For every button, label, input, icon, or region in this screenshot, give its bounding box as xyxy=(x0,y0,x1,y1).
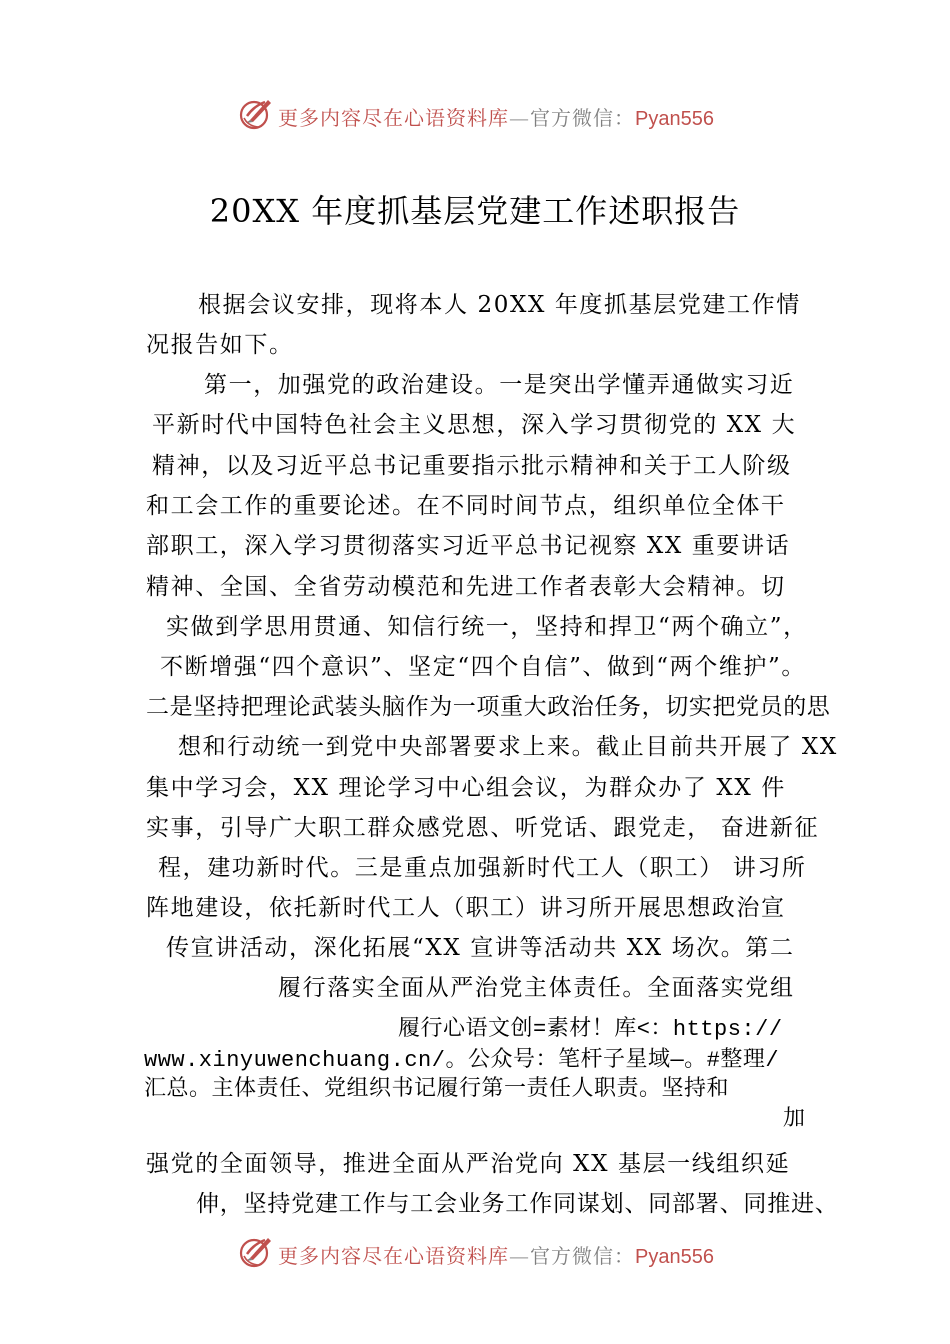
banner-wechat-id: Pyan556 xyxy=(635,108,714,130)
body-line: www.xinyuwenchuang.cn/。公众号：笔杆子星域—。#整理/ xyxy=(144,1048,780,1073)
body-line: 平新时代中国特色社会主义思想，深入学习贯彻党的 XX 大 xyxy=(152,412,797,438)
body-line: 想和行动统一到党中央部署要求上来。截止目前共开展了 XX xyxy=(178,734,838,760)
footer-banner-text xyxy=(278,1240,714,1269)
footer-banner xyxy=(0,1234,950,1274)
header-banner-text xyxy=(278,102,714,131)
banner-separator: — xyxy=(509,106,530,130)
banner-wechat-id: Pyan556 xyxy=(635,1246,714,1268)
body-line: 实做到学思用贯通、知信行统一，坚持和捍卫“两个确立”， xyxy=(166,614,808,640)
pen-logo-icon xyxy=(238,1234,274,1270)
banner-wechat-label: 官方微信： xyxy=(530,1244,635,1268)
body-line: 程，建功新时代。三是重点加强新时代工人（职工） 讲习所 xyxy=(158,855,807,881)
body-line: 不断增强“四个意识”、坚定“四个自信”、做到“两个维护”。 xyxy=(160,654,806,680)
body-line: 履行心语文创=素材！库<：https:// xyxy=(398,1017,783,1042)
pen-logo-icon xyxy=(238,96,274,132)
body-line: 况报告如下。 xyxy=(146,332,294,358)
body-line: 履行落实全面从严治党主体责任。全面落实党组 xyxy=(278,975,795,1001)
body-line: 二是坚持把理论武装头脑作为一项重大政治任务，切实把党员的思 xyxy=(146,694,831,720)
body-line: 阵地建设，依托新时代工人（职工）讲习所开展思想政治宣 xyxy=(146,895,786,921)
body-line: 精神、全国、全省劳动模范和先进工作者表彰大会精神。切 xyxy=(146,574,786,600)
body-line: 实事，引导广大职工群众感党恩、听党话、跟党走， 奋进新征 xyxy=(146,815,820,841)
body-line: 强党的全面领导，推进全面从严治党向 XX 基层一线组织延 xyxy=(146,1151,791,1177)
body-line: 部职工，深入学习贯彻落实习近平总书记视察 XX 重要讲话 xyxy=(146,533,791,559)
banner-slogan: 更多内容尽在心语资料库 xyxy=(278,1244,509,1268)
banner-separator: — xyxy=(509,1244,530,1268)
body-line: 传宣讲活动，深化拓展“XX 宣讲等活动共 XX 场次。第二 xyxy=(166,935,795,961)
body-line: 根据会议安排，现将本人 20XX 年度抓基层党建工作情 xyxy=(198,292,801,318)
body-line: 精神，以及习近平总书记重要指示批示精神和关于工人阶级 xyxy=(152,453,792,479)
banner-wechat-label: 官方微信： xyxy=(530,106,635,130)
document-title: 20XX 年度抓基层党建工作述职报告 xyxy=(209,192,741,230)
header-banner xyxy=(0,96,950,136)
banner-slogan: 更多内容尽在心语资料库 xyxy=(278,106,509,130)
body-line: 汇总。主体责任、党组织书记履行第一责任人职责。坚持和 xyxy=(144,1077,730,1102)
body-line: 伸，坚持党建工作与工会业务工作同谋划、同部署、同推进、 xyxy=(196,1191,839,1217)
body-line: 集中学习会，XX 理论学习中心组会议，为群众办了 XX 件 xyxy=(146,775,786,801)
body-line: 加 xyxy=(783,1107,806,1132)
body-line: 和工会工作的重要论述。在不同时间节点，组织单位全体干 xyxy=(146,493,786,519)
body-line: 第一，加强党的政治建设。一是突出学懂弄通做实习近 xyxy=(204,372,795,398)
